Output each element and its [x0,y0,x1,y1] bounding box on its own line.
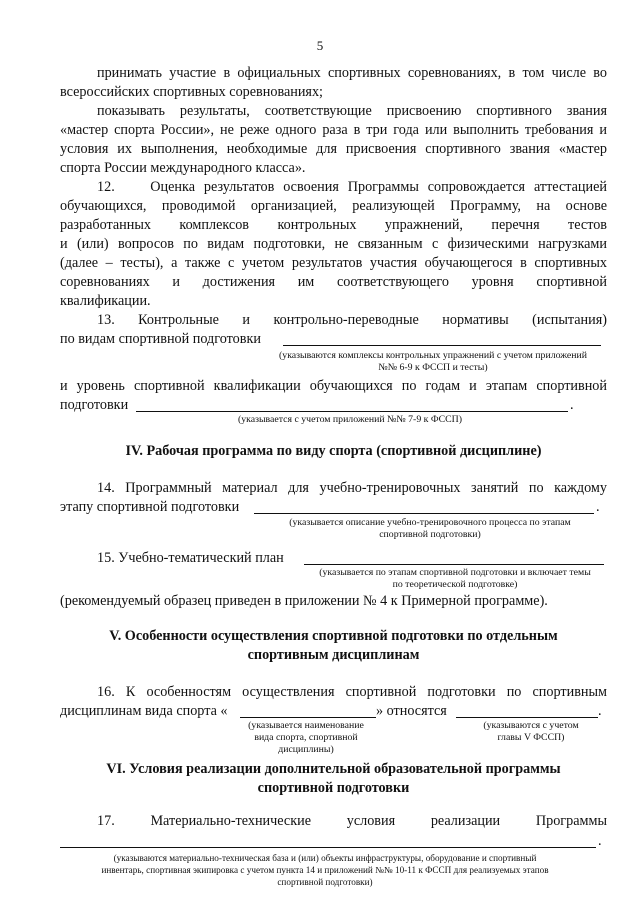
paragraph-line: обучающихся, проводимой организацией, реализующей Программу, на основе [60,198,607,214]
page-number: 5 [316,38,324,53]
paragraph-line: по видам спортивной подготовки [60,331,261,347]
paragraph-line: » относятся [376,703,447,719]
paragraph-line: спорта России международного класса». [60,160,306,176]
period: . [570,397,574,413]
footnote-hint: главы V ФССП) [497,732,565,743]
paragraph-line: «мастер спорта России», не реже одного раза в три года или выполнить требования и [60,122,607,138]
fill-in-line [254,513,594,514]
section-heading: спортивной подготовки [257,780,410,796]
period: . [598,833,602,849]
paragraph-line: этапу спортивной подготовки [60,499,240,515]
footnote-hint: №№ 6-9 к ФССП и тесты) [378,362,488,373]
paragraph-line: 17. Материально-технические условия реализации Программы [97,813,607,829]
footnote-hint: спортивной подготовки) [379,529,481,540]
fill-in-line [240,717,376,718]
paragraph-line: соревнованиях и достижения им соответствующего уровня спортивной [60,274,607,290]
fill-in-line [60,847,596,848]
footnote-hint: дисциплины) [278,744,334,755]
paragraph-line: 14. Программный материал для учебно-тренировочных занятий по каждому [97,480,607,496]
paragraph-line: 12. Оценка результатов освоения Программы сопровождается аттестацией [97,179,607,195]
footnote-hint: спортивной подготовки) [277,877,373,887]
paragraph-line: 15. Учебно-тематический план [97,550,284,566]
paragraph-line: квалификации. [60,293,151,309]
fill-in-line [456,717,598,718]
paragraph-line: условия их выполнения, необходимые для присвоения спортивного звания «мастер [60,141,607,157]
footnote-hint: (указывается наименование [248,720,364,731]
footnote-hint: по теоретической подготовке) [392,579,518,590]
footnote-hint: (указываются с учетом [483,720,579,731]
paragraph-line: показывать результаты, соответствующие присвоению спортивного звания [97,103,607,119]
section-heading: VI. Условия реализации дополнительной образовательной программы [106,761,561,777]
fill-in-line [304,564,604,565]
paragraph-line: (далее – тесты), а также с учетом результатов участия обучающегося в спортивных [60,255,607,271]
paragraph-line: разработанных комплексов контрольных упражнений, перечня тестов [60,217,607,233]
paragraph-line: принимать участие в официальных спортивных соревнованиях, в том числе во [97,65,607,81]
paragraph-line: всероссийских спортивных соревнованиях; [60,84,323,100]
section-heading: IV. Рабочая программа по виду спорта (спортивной дисциплине) [125,443,542,459]
footnote-hint: (указываются комплексы контрольных упражнений с учетом приложений [279,350,587,361]
footnote-hint: (указываются материально-техническая база и (или) объекты инфраструктуры, оборудование и спортивный [113,853,537,863]
paragraph-line: и (или) вопросов по видам подготовки, не связанным с физическими нагрузками [60,236,607,252]
fill-in-line [283,345,601,346]
paragraph-line: подготовки [60,397,129,413]
paragraph-line: 13. Контрольные и контрольно-переводные нормативы (испытания) [97,312,607,328]
section-heading: V. Особенности осуществления спортивной подготовки по отдельным [109,628,558,644]
paragraph-line: дисциплинам вида спорта « [60,703,228,719]
period: . [598,703,602,719]
fill-in-line [136,411,568,412]
footnote-hint: инвентарь, спортивная экипировка с учетом пункта 14 и приложений №№ 10-11 к ФССП для реализуемых этапов [101,865,549,875]
period: . [596,499,600,515]
footnote-hint: вида спорта, спортивной [254,732,358,743]
footnote-hint: (указывается с учетом приложений №№ 7-9 к ФССП) [237,414,463,425]
paragraph-line: 16. К особенностям осуществления спортивной подготовки по спортивным [97,684,607,700]
footnote-hint: (указывается описание учебно-тренировочного процесса по этапам [289,517,571,528]
footnote-hint: (указывается по этапам спортивной подготовки и включает темы [319,567,591,578]
section-heading: спортивным дисциплинам [247,647,420,663]
paragraph-line: (рекомендуемый образец приведен в приложении № 4 к Примерной программе). [60,593,548,609]
paragraph-line: и уровень спортивной квалификации обучающихся по годам и этапам спортивной [60,378,607,394]
